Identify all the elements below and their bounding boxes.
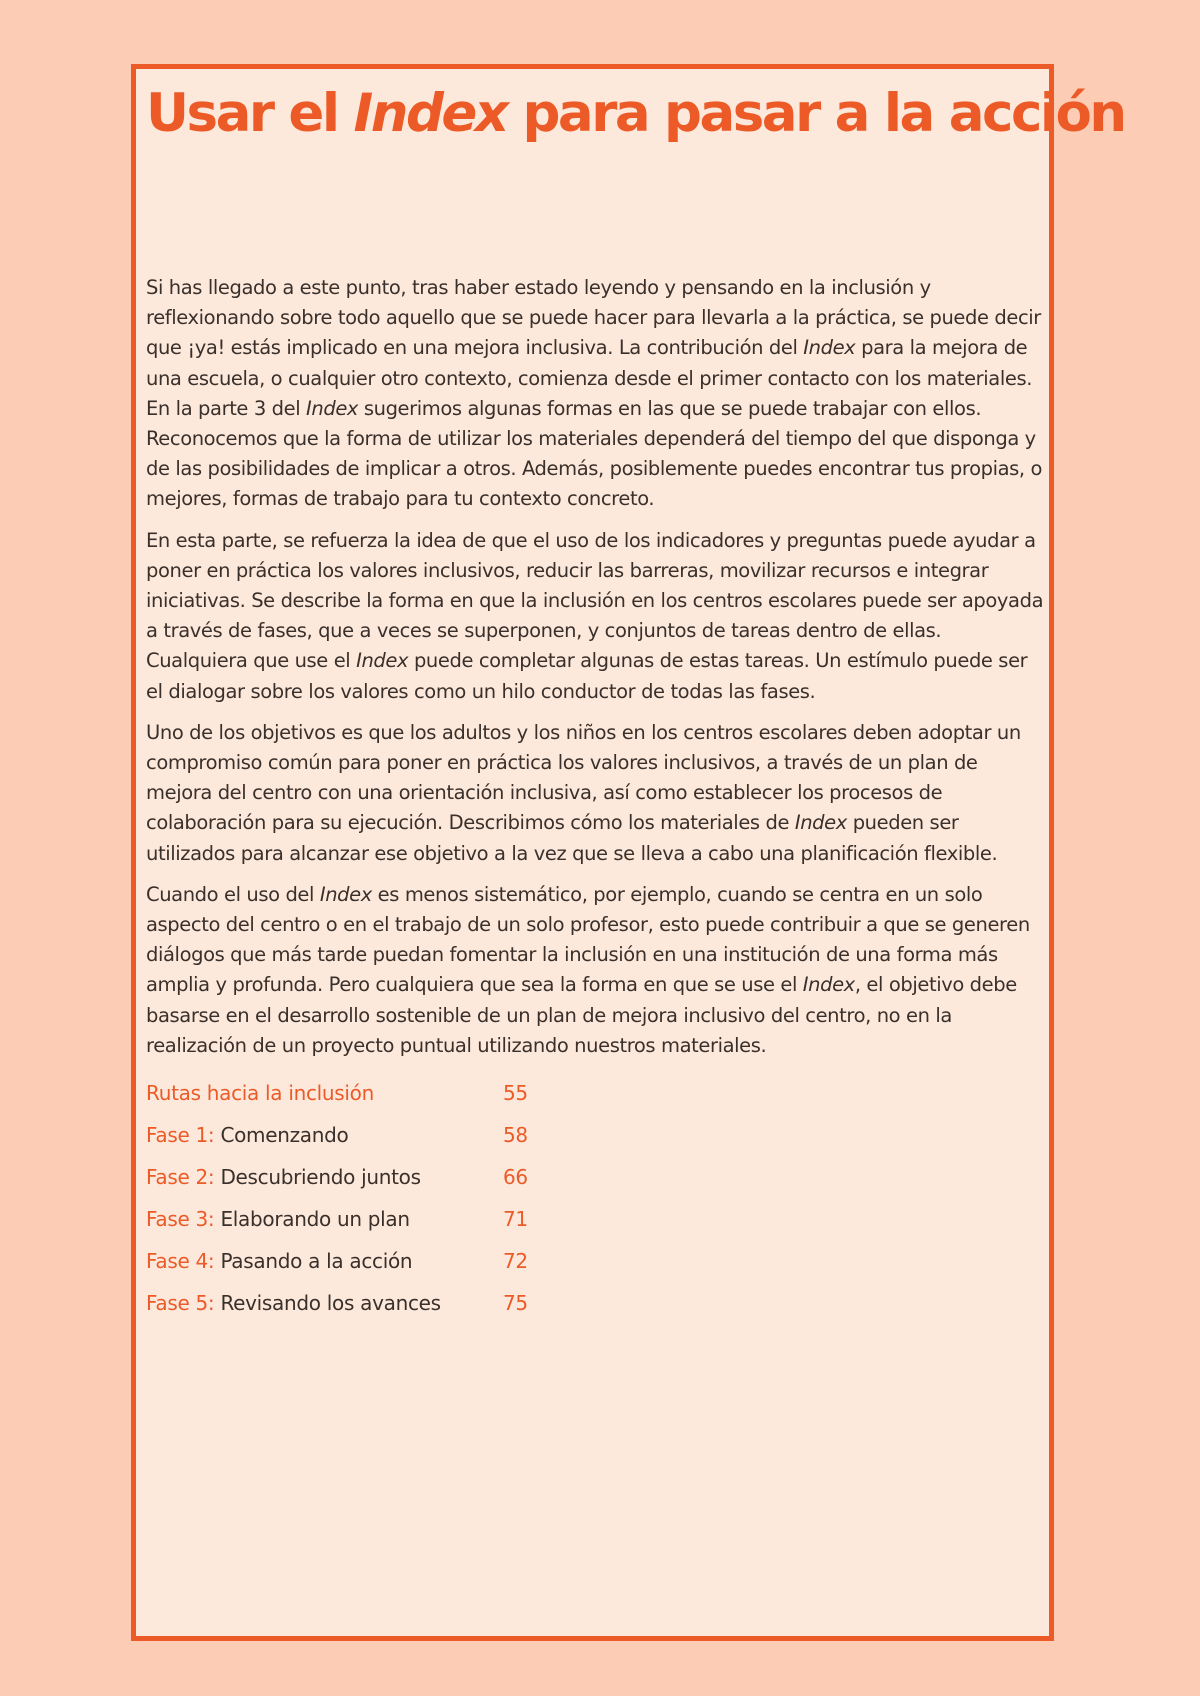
toc-entry-fase-1[interactable] [146, 1114, 1046, 1156]
toc-phase-label: Fase 3: [146, 1207, 221, 1232]
paragraph-4: Cuando el uso del Index es menos sistemático, por ejemplo, cuando se centra en un solo aspecto del centro o en el trabajo de un solo profesor, esto puede contribuir a que se generen diálogos que más tarde puedan fomentar la inclusión en una institución de una forma más amplia y profunda. Pero cualquiera que sea la forma en que se use el Index, el objetivo debe basarse en el desarrollo sostenible de un plan de mejora inclusivo del centro, no en la realización de un proyecto puntual utilizando nuestros materiales. [146, 882, 1030, 1057]
toc-entry-title: Elaborando un plan [220, 1207, 410, 1232]
toc-page-number: 55 [503, 1081, 528, 1106]
toc-entry-title: Rutas hacia la inclusión [146, 1081, 374, 1106]
toc-entry-fase-2[interactable] [146, 1156, 1046, 1198]
toc-entry-title: Pasando a la acción [220, 1249, 413, 1274]
toc-entry-title: Revisando los avances [220, 1291, 441, 1316]
toc-page-number: 75 [503, 1291, 528, 1316]
page-content [146, 78, 1125, 1324]
page-title: Usar el Index para pasar a la acción [146, 83, 1125, 144]
table-of-contents [146, 1072, 1046, 1324]
toc-phase-label: Fase 1: [146, 1123, 221, 1148]
toc-phase-label: Fase 4: [146, 1249, 221, 1274]
toc-entry-title: Descubriendo juntos [220, 1165, 421, 1190]
toc-entry-fase-4[interactable] [146, 1240, 1046, 1282]
toc-page-number: 72 [503, 1249, 528, 1274]
toc-page-number: 71 [503, 1207, 528, 1232]
toc-entry-fase-5[interactable] [146, 1282, 1046, 1324]
toc-entry-rutas[interactable] [146, 1072, 1046, 1114]
toc-page-number: 58 [503, 1123, 528, 1148]
toc-entry-fase-3[interactable] [146, 1198, 1046, 1240]
toc-phase-label: Fase 5: [146, 1291, 221, 1316]
toc-entry-title: Comenzando [220, 1123, 349, 1148]
paragraph-1: Si has llegado a este punto, tras haber estado leyendo y pensando en la inclusión y reflexionando sobre todo aquello que se puede hacer para llevarla a la práctica, se puede decir que ¡ya! estás implicado en una mejora inclusiva. La contribución del Index para la mejora de una escuela, o cualquier otro contexto, comienza desde el primer contacto con los materiales. En la parte 3 del Index sugerimos algunas formas en las que se puede trabajar con ellos. Reconocemos que la forma de utilizar los materiales dependerá del tiempo del que disponga y de las posibilidades de implicar a otros. Además, posiblemente puedes encontrar tus propias, o mejores, formas de trabajo para tu contexto concreto. [146, 276, 1043, 511]
toc-page-number: 66 [503, 1165, 528, 1190]
paragraph-3: Uno de los objetivos es que los adultos y los niños en los centros escolares deben adoptar un compromiso común para poner en práctica los valores inclusivos, a través de un plan de mejora del centro con una orientación inclusiva, así como establecer los procesos de colaboración para su ejecución. Describimos cómo los materiales de Index pueden ser utilizados para alcanzar ese objetivo a la vez que se lleva a cabo una planificación flexible. [146, 720, 1021, 865]
body-text [146, 273, 1046, 1061]
toc-phase-label: Fase 2: [146, 1165, 221, 1190]
paragraph-2: En esta parte, se refuerza la idea de que el uso de los indicadores y preguntas puede ayudar a poner en práctica los valores inclusivos, reducir las barreras, movilizar recursos e integrar iniciativas. Se describe la forma en que la inclusión en los centros escolares puede ser apoyada a través de fases, que a veces se superponen, y conjuntos de tareas dentro de ellas. Cualquiera que use el Index puede completar algunas de estas tareas. Un estímulo puede ser el dialogar sobre los valores como un hilo conductor de todas las fases. [146, 528, 1044, 703]
